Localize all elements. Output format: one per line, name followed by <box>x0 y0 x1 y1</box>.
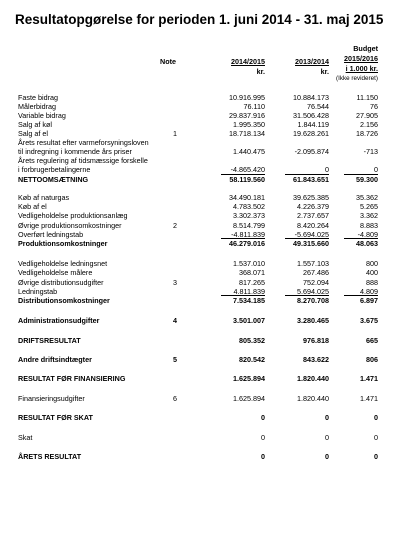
value-2013-2014: 4.226.379 <box>297 202 329 211</box>
value-2013-2014: 0 <box>325 413 329 422</box>
value-budget-2015-2016: 3.362 <box>360 211 378 220</box>
value-2014-2015: 0 <box>261 413 265 422</box>
table-row <box>0 336 400 345</box>
table-row <box>0 230 400 239</box>
sum-rule <box>344 295 378 296</box>
row-label: Vedligeholdelse produktionsanlæg <box>18 211 128 220</box>
col-2013-header <box>295 57 329 77</box>
value-budget-2015-2016: 11.150 <box>356 93 378 102</box>
value-2013-2014: -5.694.025 <box>294 230 329 239</box>
value-budget-2015-2016: 8.883 <box>360 221 378 230</box>
value-2013-2014: 0 <box>325 433 329 442</box>
value-budget-2015-2016: 1.471 <box>360 374 378 383</box>
value-budget-2015-2016: 2.156 <box>360 120 378 129</box>
row-label: Produktionsomkostninger <box>18 239 108 248</box>
value-2013-2014: 1.820.440 <box>297 374 329 383</box>
row-label: Ledningstab <box>18 287 58 296</box>
value-2014-2015: 1.625.894 <box>233 374 265 383</box>
row-note: 5 <box>173 355 177 364</box>
value-budget-2015-2016: 800 <box>366 259 378 268</box>
value-2014-2015: 58.119.560 <box>229 175 265 184</box>
col-2014-year: 2014/2015 <box>231 57 265 66</box>
row-label: Køb af el <box>18 202 47 211</box>
row-label: Øvrige distributionsudgifter <box>18 278 104 287</box>
value-2014-2015: 10.916.995 <box>229 93 265 102</box>
table-row <box>0 147 400 156</box>
value-2014-2015: 8.514.799 <box>233 221 265 230</box>
value-2013-2014: 0 <box>325 452 329 461</box>
table-row <box>0 165 400 174</box>
value-2013-2014: 2.737.657 <box>297 211 329 220</box>
value-2013-2014: 752.094 <box>303 278 329 287</box>
value-2014-2015: 1.440.475 <box>233 147 265 156</box>
col-budget-header <box>336 44 378 84</box>
value-2013-2014: 31.506.428 <box>293 111 329 120</box>
row-label: Køb af naturgas <box>18 193 70 202</box>
row-label: Faste bidrag <box>18 93 58 102</box>
row-label: Skat <box>18 433 33 442</box>
value-2013-2014: 1.557.103 <box>297 259 329 268</box>
row-label: Salg af køl <box>18 120 52 129</box>
row-note: 1 <box>173 129 177 138</box>
value-2013-2014: 39.625.385 <box>293 193 329 202</box>
value-budget-2015-2016: -713 <box>363 147 378 156</box>
row-label: Andre driftsindtægter <box>18 355 92 364</box>
col-2013-year: 2013/2014 <box>295 57 329 66</box>
value-budget-2015-2016: 35.362 <box>356 193 378 202</box>
value-2014-2015: 0 <box>261 433 265 442</box>
table-row <box>0 355 400 364</box>
value-2014-2015: 18.718.134 <box>229 129 265 138</box>
table-row <box>0 156 400 165</box>
value-2014-2015: 4.783.502 <box>233 202 265 211</box>
row-label: Vedligeholdelse målere <box>18 268 93 277</box>
table-row <box>0 93 400 102</box>
row-label: RESULTAT FØR FINANSIERING <box>18 374 126 383</box>
table-row <box>0 129 400 138</box>
row-note: 6 <box>173 394 177 403</box>
row-label: Vedligeholdelse ledningsnet <box>18 259 108 268</box>
value-budget-2015-2016: 76 <box>370 102 378 111</box>
table-row <box>0 287 400 296</box>
value-budget-2015-2016: -4.809 <box>357 230 378 239</box>
value-2014-2015: 820.542 <box>239 355 265 364</box>
col-2013-unit: kr. <box>320 67 329 76</box>
value-2013-2014: 8.270.708 <box>297 296 329 305</box>
row-label: NETTOOMSÆTNING <box>18 175 89 184</box>
col-2014-header <box>231 57 265 77</box>
table-row <box>0 259 400 268</box>
row-label: Distributionsomkostninger <box>18 296 110 305</box>
value-budget-2015-2016: 27.905 <box>356 111 378 120</box>
sum-rule <box>221 295 265 296</box>
note-column-header: Note <box>160 57 176 66</box>
value-2014-2015: 76.110 <box>243 102 265 111</box>
value-2014-2015: 4.811.839 <box>233 287 265 296</box>
sum-rule <box>285 295 329 296</box>
table-row <box>0 111 400 120</box>
table-row <box>0 374 400 383</box>
row-label: Årets regulering af tidsmæssige forskelle <box>18 156 148 165</box>
col-budget-label: Budget <box>353 44 378 53</box>
value-2014-2015: 1.995.350 <box>233 120 265 129</box>
value-2013-2014: 267.486 <box>303 268 329 277</box>
table-row <box>0 268 400 277</box>
value-budget-2015-2016: 48.063 <box>356 239 378 248</box>
row-label: ÅRETS RESULTAT <box>18 452 82 461</box>
col-budget-note: (Ikke revideret) <box>336 75 378 82</box>
value-2014-2015: 3.501.007 <box>233 316 265 325</box>
table-row <box>0 316 400 325</box>
row-label: Øvrige produktionsomkostninger <box>18 221 122 230</box>
value-2013-2014: 843.622 <box>303 355 329 364</box>
row-label: til indregning i kommende års priser <box>18 147 132 156</box>
value-budget-2015-2016: 1.471 <box>360 394 378 403</box>
row-label: Målerbidrag <box>18 102 56 111</box>
value-2013-2014: 76.544 <box>307 102 329 111</box>
row-note: 2 <box>173 221 177 230</box>
value-2013-2014: 976.818 <box>303 336 329 345</box>
value-2014-2015: 805.352 <box>239 336 265 345</box>
value-2013-2014: 8.420.264 <box>297 221 329 230</box>
table-row <box>0 120 400 129</box>
table-row <box>0 175 400 184</box>
row-label: Salg af el <box>18 129 48 138</box>
table-row <box>0 296 400 305</box>
row-label: RESULTAT FØR SKAT <box>18 413 93 422</box>
value-budget-2015-2016: 4.809 <box>360 287 378 296</box>
row-label: i forbrugerbetalingerne <box>18 165 91 174</box>
table-row <box>0 452 400 461</box>
table-row <box>0 278 400 287</box>
page-title: Resultatopgørelse for perioden 1. juni 2014 - 31. maj 2015 <box>15 12 384 27</box>
table-row <box>0 221 400 230</box>
sum-rule <box>221 174 265 175</box>
value-2014-2015: 34.490.181 <box>229 193 265 202</box>
row-label: Variable bidrag <box>18 111 66 120</box>
value-budget-2015-2016: 400 <box>366 268 378 277</box>
value-budget-2015-2016: 665 <box>366 336 378 345</box>
value-2014-2015: 1.537.010 <box>233 259 265 268</box>
value-budget-2015-2016: 0 <box>374 433 378 442</box>
value-budget-2015-2016: 0 <box>374 413 378 422</box>
row-label: Overført ledningstab <box>18 230 84 239</box>
value-2013-2014: 19.628.261 <box>293 129 329 138</box>
value-budget-2015-2016: 59.300 <box>356 175 378 184</box>
value-budget-2015-2016: 0 <box>374 452 378 461</box>
table-row <box>0 433 400 442</box>
value-2014-2015: 29.837.916 <box>229 111 265 120</box>
sum-rule <box>344 238 378 239</box>
value-2014-2015: 0 <box>261 452 265 461</box>
value-2014-2015: -4.865.420 <box>230 165 265 174</box>
row-label: Administrationsudgifter <box>18 316 100 325</box>
sum-rule <box>344 174 378 175</box>
table-row <box>0 239 400 248</box>
col-budget-year: 2015/2016 <box>344 54 378 63</box>
value-budget-2015-2016: 806 <box>366 355 378 364</box>
table-row <box>0 193 400 202</box>
table-row <box>0 202 400 211</box>
table-row <box>0 394 400 403</box>
table-row <box>0 138 400 147</box>
table-row <box>0 413 400 422</box>
sum-rule <box>285 238 329 239</box>
value-2013-2014: 0 <box>325 165 329 174</box>
value-2014-2015: 1.625.894 <box>233 394 265 403</box>
value-2013-2014: 1.844.119 <box>297 120 329 129</box>
col-budget-unit: i 1.000 kr. <box>345 64 378 73</box>
row-note: 4 <box>173 316 177 325</box>
sum-rule <box>285 174 329 175</box>
value-2013-2014: 5.694.025 <box>297 287 329 296</box>
value-2013-2014: -2.095.874 <box>294 147 329 156</box>
value-2014-2015: 46.279.016 <box>229 239 265 248</box>
value-2014-2015: 3.302.373 <box>233 211 265 220</box>
value-budget-2015-2016: 888 <box>366 278 378 287</box>
sum-rule <box>221 238 265 239</box>
value-2014-2015: 7.534.185 <box>233 296 265 305</box>
value-budget-2015-2016: 6.897 <box>360 296 378 305</box>
value-budget-2015-2016: 3.675 <box>360 316 378 325</box>
row-label: Finansieringsudgifter <box>18 394 85 403</box>
value-budget-2015-2016: 18.726 <box>356 129 378 138</box>
value-budget-2015-2016: 0 <box>374 165 378 174</box>
value-2014-2015: 817.265 <box>239 278 265 287</box>
row-note: 3 <box>173 278 177 287</box>
table-row <box>0 211 400 220</box>
col-2014-unit: kr. <box>256 67 265 76</box>
row-label: DRIFTSRESULTAT <box>18 336 81 345</box>
table-row <box>0 102 400 111</box>
value-2014-2015: 368.071 <box>239 268 265 277</box>
value-2013-2014: 3.280.465 <box>297 316 329 325</box>
value-2014-2015: -4.811.839 <box>231 230 265 239</box>
value-2013-2014: 10.884.173 <box>293 93 329 102</box>
value-2013-2014: 61.843.651 <box>293 175 329 184</box>
value-2013-2014: 1.820.440 <box>297 394 329 403</box>
value-2013-2014: 49.315.660 <box>293 239 329 248</box>
value-budget-2015-2016: 5.265 <box>360 202 378 211</box>
row-label: Årets resultat efter varmeforsyningsloven <box>18 138 149 147</box>
